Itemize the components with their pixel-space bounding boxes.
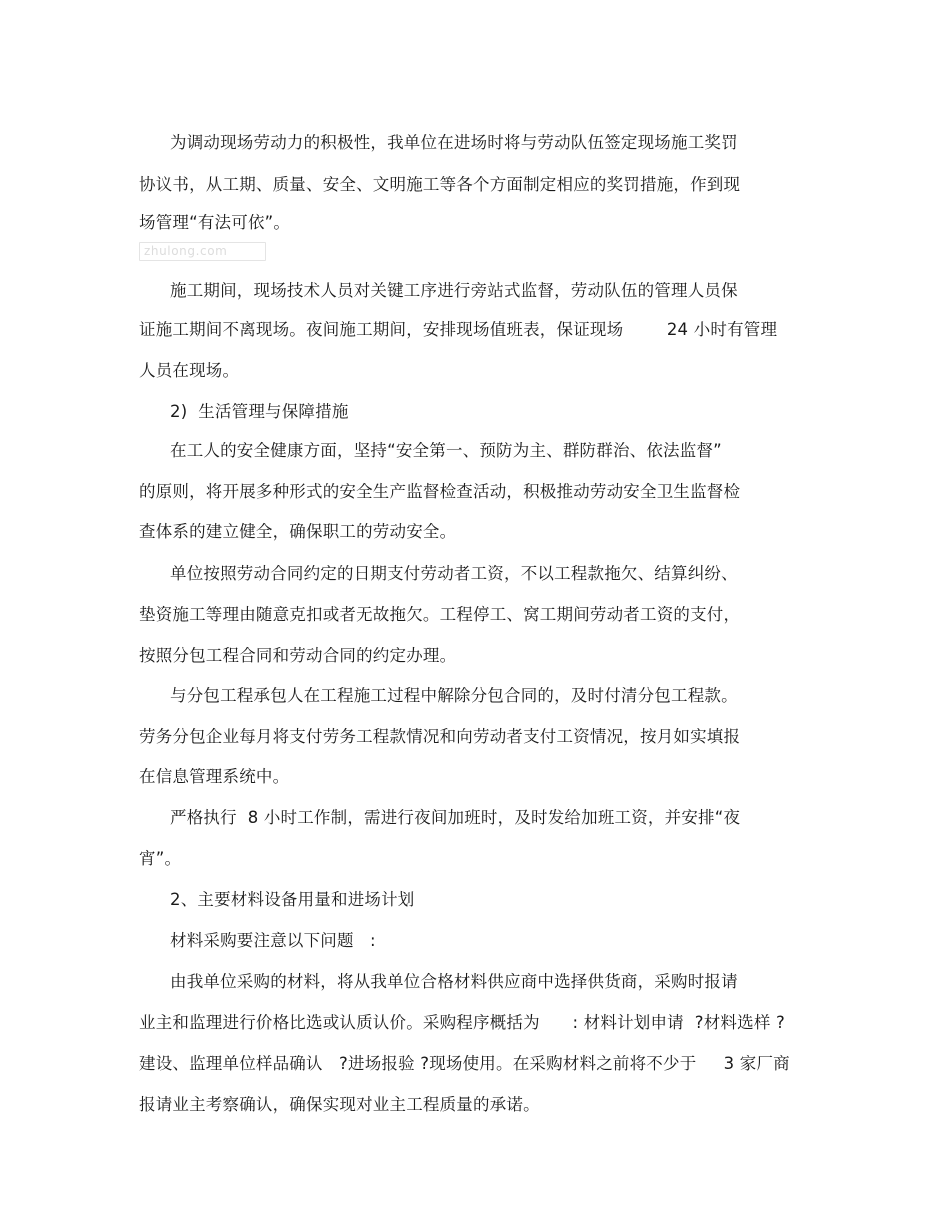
paragraph-7-line-2: 业主和监理进行价格比选或认质认价。采购程序概括为 : 材料计划申请 ?材料选样 ? xyxy=(139,1013,785,1032)
paragraph-5-line-3: 在信息管理系统中。 xyxy=(139,767,290,786)
paragraph-4-line-2: 垫资施工等理由随意克扣或者无故拖欠。工程停工、窝工期间劳动者工资的支付， xyxy=(139,605,741,624)
paragraph-4-line-3: 按照分包工程合同和劳动合同的约定办理。 xyxy=(139,646,457,665)
paragraph-7-line-4: 报请业主考察确认，确保实现对业主工程质量的承诺。 xyxy=(139,1095,540,1114)
paragraph-2-line-3: 人员在现场。 xyxy=(139,361,240,380)
paragraph-7-line-1: 由我单位采购的材料，将从我单位合格材料供应商中选择供货商，采购时报请 xyxy=(170,972,738,991)
heading-materials-plan: 2、主要材料设备用量和进场计划 xyxy=(170,890,415,909)
heading-living-management: 2) 生活管理与保障措施 xyxy=(170,402,349,421)
paragraph-5-line-1: 与分包工程承包人在工程施工过程中解除分包合同的，及时付清分包工程款。 xyxy=(170,686,738,705)
paragraph-2-line-1: 施工期间，现场技术人员对关键工序进行旁站式监督，劳动队伍的管理人员保 xyxy=(170,281,738,300)
paragraph-3-line-3: 查体系的建立健全，确保职工的劳动安全。 xyxy=(139,522,457,541)
paragraph-3-line-1: 在工人的安全健康方面，坚持“安全第一、预防为主、群防群治、依法监督” xyxy=(170,441,722,460)
paragraph-3-line-2: 的原则，将开展多种形式的安全生产监督检查活动，积极推动劳动安全卫生监督检 xyxy=(139,482,741,501)
paragraph-7-line-3: 建设、监理单位样品确认 ?进场报验 ?现场使用。在采购材料之前将不少于 3 家厂商 xyxy=(139,1054,790,1073)
paragraph-4-line-1: 单位按照劳动合同约定的日期支付劳动者工资，不以工程款拖欠、结算纠纷、 xyxy=(170,564,738,583)
paragraph-5-line-2: 劳务分包企业每月将支付劳务工程款情况和向劳动者支付工资情况，按月如实填报 xyxy=(139,727,741,746)
watermark-stamp: zhulong.com xyxy=(139,242,266,261)
paragraph-6-line-1: 严格执行 8 小时工作制，需进行夜间加班时，及时发给加班工资，并安排“夜 xyxy=(170,808,741,827)
paragraph-2-line-2: 证施工期间不离现场。夜间施工期间，安排现场值班表，保证现场 24 小时有管理 xyxy=(139,320,778,339)
paragraph-1-line-2: 协议书，从工期、质量、安全、文明施工等各个方面制定相应的奖罚措施，作到现 xyxy=(139,175,741,194)
paragraph-1-line-1: 为调动现场劳动力的积极性，我单位在进场时将与劳动队伍签定现场施工奖罚 xyxy=(170,133,738,152)
paragraph-6-line-2: 宵”。 xyxy=(139,849,182,868)
paragraph-1-line-3: 场管理“有法可依”。 xyxy=(139,213,291,232)
materials-intro: 材料采购要注意以下问题 : xyxy=(170,931,376,950)
